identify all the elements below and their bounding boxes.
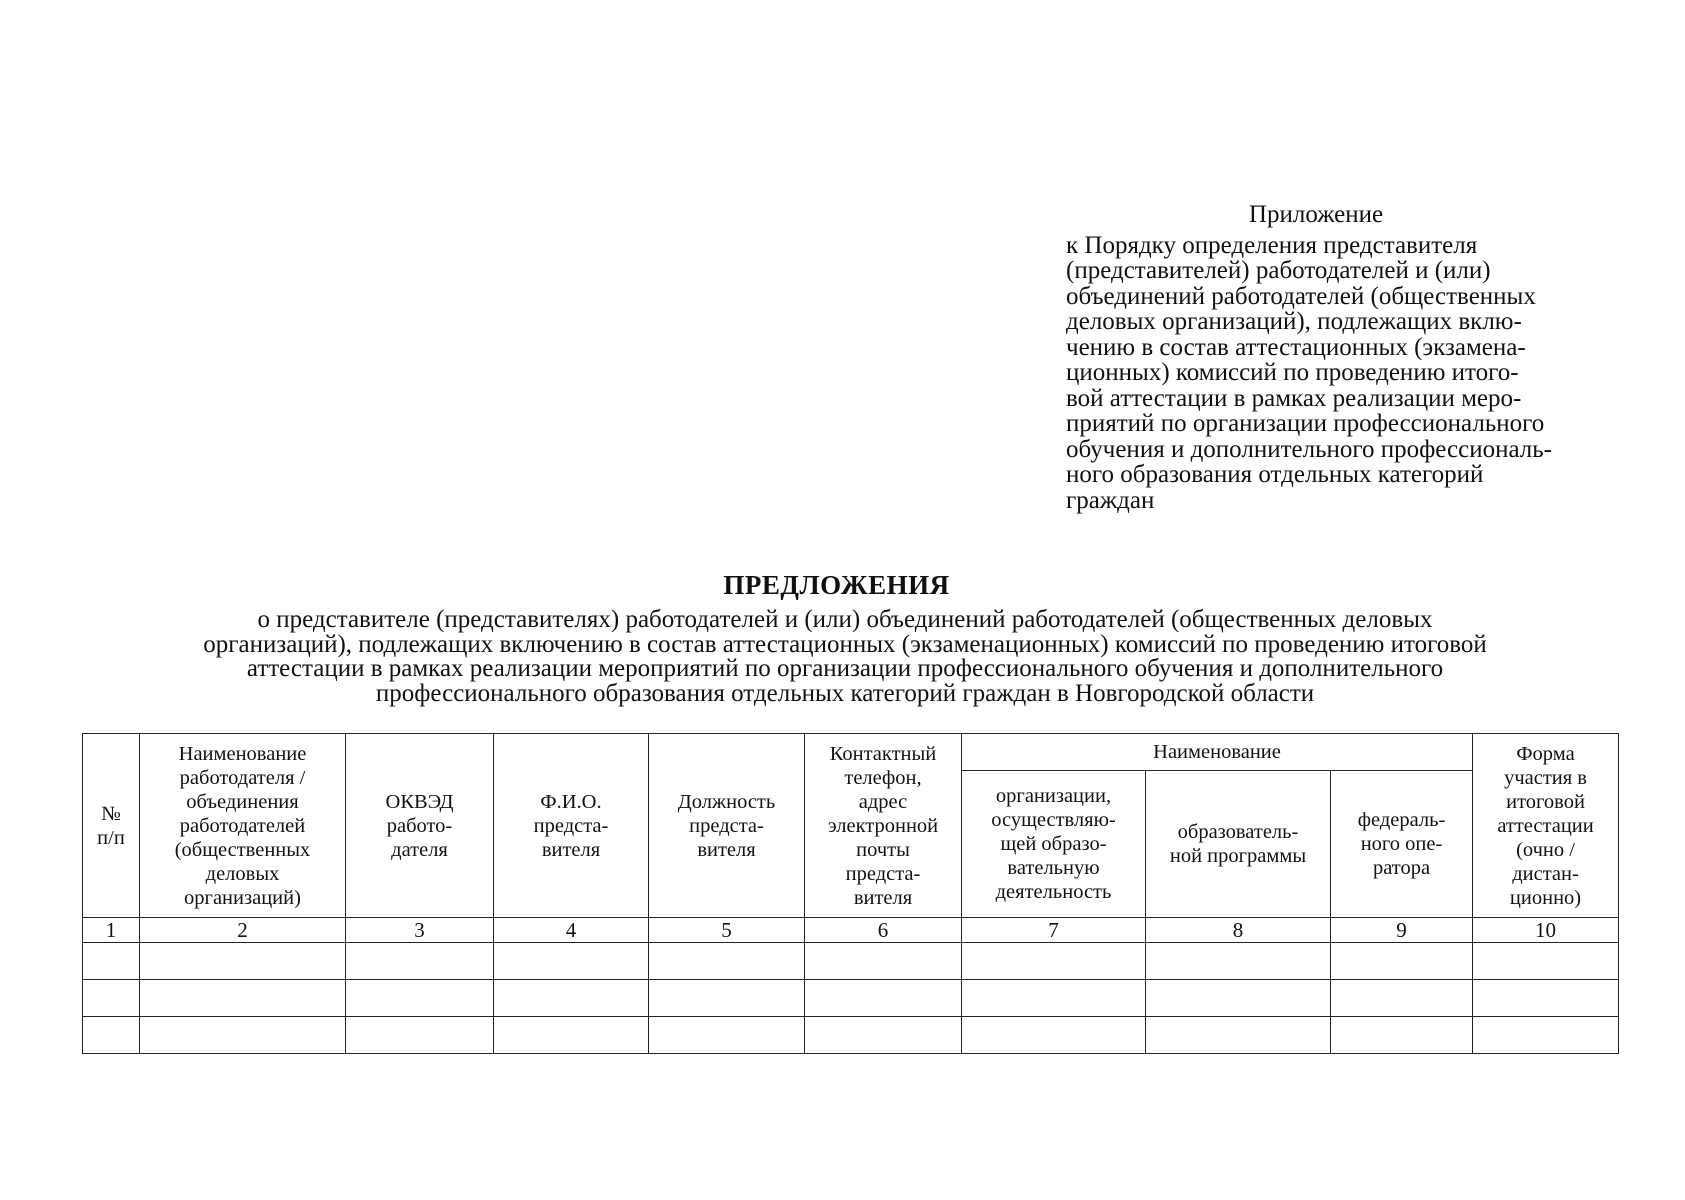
table-cell [962,943,1146,980]
document-subtitle: о представителе (представителях) работодателей и (или) объединений работодателей (общественных деловых организаций), подлежащих включению в состав аттестационных (экзаменационных) комиссий по проведению итоговой аттестации в рамках реализации мероприятий по организации профессионального обучения и дополнительного профессионального образования отдельных категорий граждан в Новгородской области [203,606,1487,707]
table-cell [140,980,346,1017]
appendix-block [1066,202,1586,513]
column-number: 5 [649,918,805,943]
table-cell [1146,943,1331,980]
document-title: ПРЕДЛОЖЕНИЯ [723,570,950,600]
table-cell [1473,980,1619,1017]
table-cell [962,1017,1146,1054]
column-number: 8 [1146,918,1331,943]
table-cell [1331,1017,1473,1054]
table-cell [1473,1017,1619,1054]
header-organization: организации, осуществляю- щей образо- вательную деятельность [962,771,1146,918]
table-row [83,1017,1619,1054]
table-cell [1331,943,1473,980]
table-cell [1146,1017,1331,1054]
column-number: 7 [962,918,1146,943]
table-cell [140,1017,346,1054]
table-cell [805,980,962,1017]
table-cell [962,980,1146,1017]
column-number: 10 [1473,918,1619,943]
header-participation: Форма участия в итоговой аттестации (очно / дистан- ционно) [1473,734,1619,918]
column-number: 1 [83,918,140,943]
table-cell [1473,943,1619,980]
header-naming-group: Наименование [962,734,1473,771]
table-cell [494,980,649,1017]
table-row [83,943,1619,980]
table-cell [346,943,494,980]
table-cell [140,943,346,980]
appendix-text: к Порядку определения представителя (представителей) работодателей и (или) объединений работодателей (общественных деловых организаций), подлежащих вклю- чению в состав аттестационных (экзамена- ционных) комиссий по проведению итого- вой аттестации в рамках реализации меро- приятий по организации профессионального обучения и дополнительного профессиональ- ного образования отдельных категорий граждан [1066,231,1552,514]
table-cell [649,943,805,980]
table-cell [805,943,962,980]
header-contacts: Контактный телефон, адрес электронной почты предста- вителя [805,734,962,918]
header-okved: ОКВЭД работо- дателя [346,734,494,918]
table-cell [649,1017,805,1054]
table-cell [1331,980,1473,1017]
proposals-table [82,733,1619,1054]
column-number: 2 [140,918,346,943]
header-fio: Ф.И.О. предста- вителя [494,734,649,918]
table-row [83,980,1619,1017]
table-cell [1146,980,1331,1017]
table-cell [83,980,140,1017]
table-cell [649,980,805,1017]
column-number-row [83,918,1619,943]
table-cell [346,1017,494,1054]
column-number: 4 [494,918,649,943]
table-cell [805,1017,962,1054]
header-operator: федераль- ного опе- ратора [1331,771,1473,918]
table-cell [346,980,494,1017]
header-program: образователь- ной программы [1146,771,1331,918]
table-cell [83,943,140,980]
header-employer: Наименование работодателя / объединения работодателей (общественных деловых организаций) [140,734,346,918]
appendix-title: Приложение [1248,201,1384,228]
column-number: 6 [805,918,962,943]
table-cell [83,1017,140,1054]
header-num: № п/п [83,734,140,918]
column-number: 3 [346,918,494,943]
table-cell [494,943,649,980]
header-position: Должность предста- вителя [649,734,805,918]
table-cell [494,1017,649,1054]
column-number: 9 [1331,918,1473,943]
